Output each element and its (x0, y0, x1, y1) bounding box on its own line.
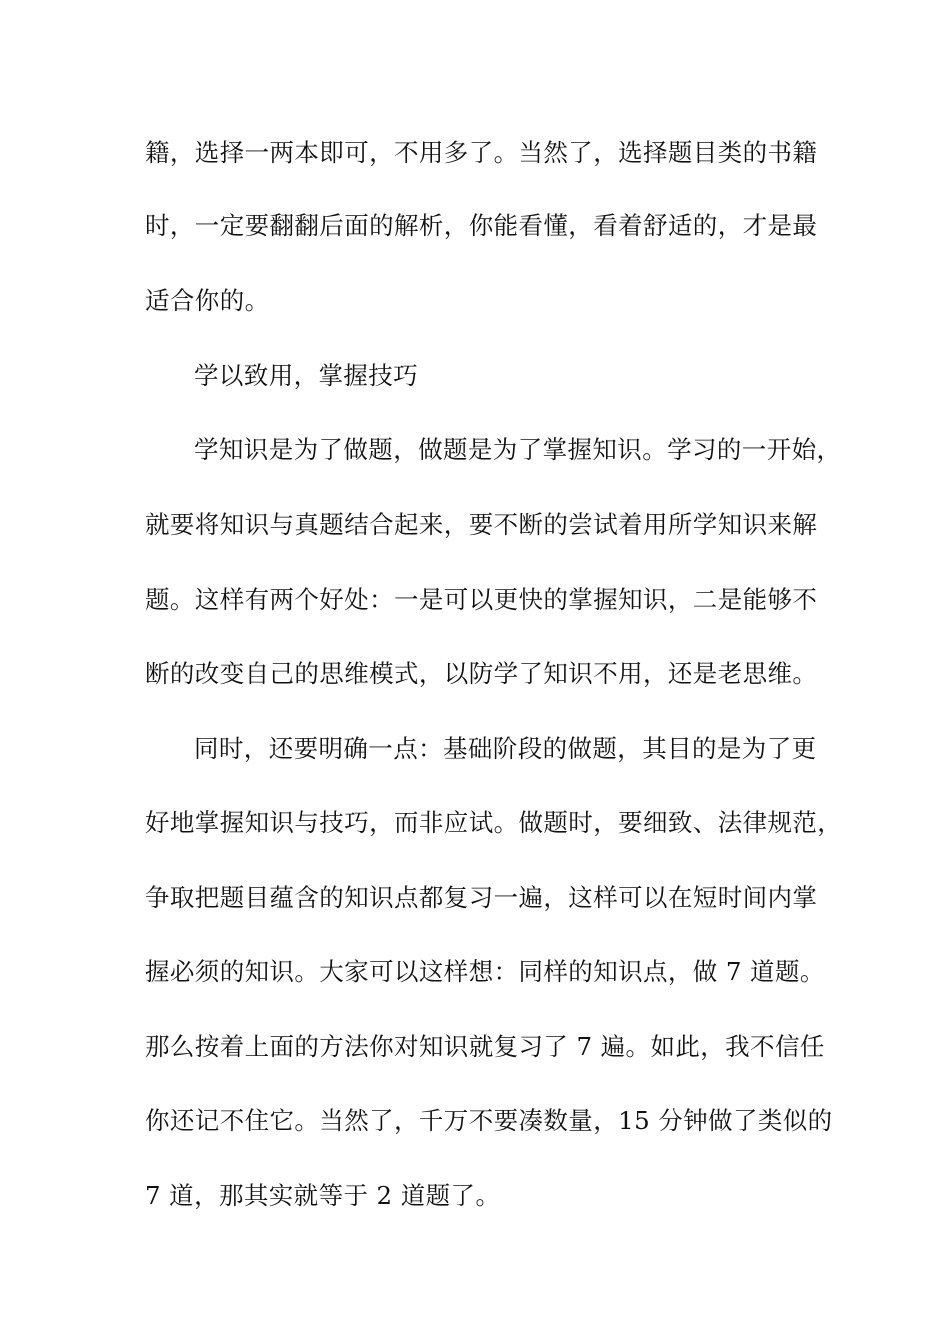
paragraph-line: 学知识是为了做题，做题是为了掌握知识。学习的一开始， (194, 435, 842, 464)
paragraph-line: 那么按着上面的方法你对知识就复习了 7 遍。如此，我不信任 (145, 1032, 825, 1061)
paragraph-line: 争取把题目蕴含的知识点都复习一遍，这样可以在短时间内掌 (145, 883, 818, 912)
paragraph-line: 适合你的。 (145, 286, 270, 315)
paragraph-line: 同时，还要明确一点：基础阶段的做题，其目的是为了更 (194, 734, 817, 763)
paragraph-line: 7 道，那其实就等于 2 道题了。 (145, 1181, 501, 1210)
section-heading: 学以致用，掌握技巧 (194, 361, 419, 390)
paragraph-line: 就要将知识与真题结合起来，要不断的尝试着用所学知识来解 (145, 510, 818, 539)
paragraph-line: 时，一定要翻翻后面的解析，你能看懂，看着舒适的，才是最 (145, 211, 818, 240)
paragraph-line: 握必须的知识。大家可以这样想：同样的知识点，做 7 道题。 (145, 957, 825, 986)
paragraph-line: 你还记不住它。当然了，千万不要凑数量，15 分钟做了类似的 (145, 1106, 833, 1135)
paragraph-line: 题。这样有两个好处：一是可以更快的掌握知识，二是能够不 (145, 585, 818, 614)
paragraph-line: 好地掌握知识与技巧，而非应试。做题时，要细致、法律规范， (145, 808, 843, 837)
paragraph-line: 籍，选择一两本即可，不用多了。当然了，选择题目类的书籍 (145, 138, 818, 167)
paragraph-line: 断的改变自己的思维模式，以防学了知识不用，还是老思维。 (145, 659, 818, 688)
